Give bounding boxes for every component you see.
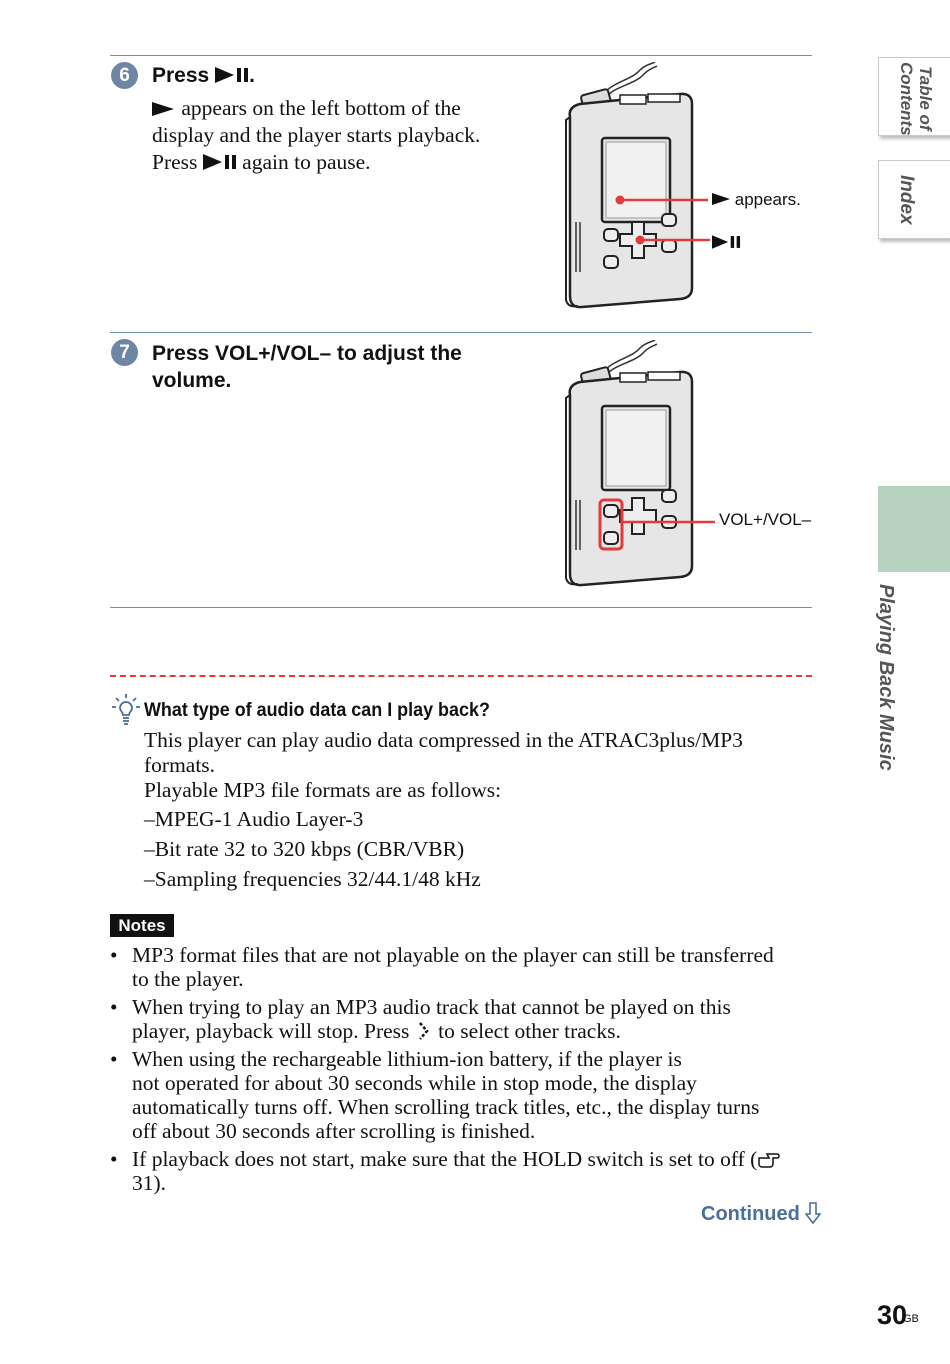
step-7-bottom-rule bbox=[110, 607, 812, 608]
section-title: Playing Back Music bbox=[875, 584, 897, 771]
play-indicator-icon bbox=[712, 193, 730, 205]
pointing-hand-icon bbox=[757, 1150, 781, 1168]
top-rule bbox=[110, 55, 812, 56]
chevron-right-icon bbox=[415, 1020, 433, 1042]
page-suffix: GB bbox=[903, 1313, 919, 1325]
tip-line-3: Playable MP3 file formats are as follows: bbox=[144, 778, 502, 802]
page-number: 30 bbox=[877, 1300, 908, 1330]
tip-line-5: –Bit rate 32 to 320 kbps (CBR/VBR) bbox=[144, 837, 465, 861]
player-illustration-volume bbox=[560, 340, 750, 590]
index-tab[interactable] bbox=[878, 160, 950, 239]
player-illustration-playback bbox=[560, 62, 750, 312]
section-tab bbox=[878, 486, 950, 572]
play-pause-icon bbox=[215, 67, 249, 83]
arrow-down-icon bbox=[805, 1202, 821, 1224]
step-7-number: 7 bbox=[111, 339, 138, 366]
tip-line-1: This player can play audio data compressed in the ATRAC3plus/MP3 bbox=[144, 728, 743, 752]
step-7-title-line-2: volume. bbox=[152, 369, 232, 392]
vol-label: VOL+/VOL– bbox=[719, 510, 812, 529]
step-6-line-3: Press again to pause. bbox=[152, 150, 371, 174]
step-6-title-text: Press bbox=[152, 64, 216, 87]
continued-link[interactable]: Continued bbox=[701, 1202, 821, 1226]
tip-title: What type of audio data can I play back? bbox=[144, 699, 490, 721]
tip-line-6: –Sampling frequencies 32/44.1/48 kHz bbox=[144, 867, 481, 891]
appears-label: appears. bbox=[712, 190, 801, 210]
toc-tab-label: Table of Contents bbox=[897, 62, 935, 136]
lightbulb-icon bbox=[110, 692, 142, 726]
notes-badge: Notes bbox=[110, 914, 174, 937]
tip-divider bbox=[110, 675, 812, 677]
step-6-line-1: appears on the left bottom of the bbox=[152, 95, 461, 122]
play-pause-icon bbox=[712, 235, 741, 249]
toc-tab[interactable] bbox=[878, 57, 950, 136]
step-7-title-line-1: Press VOL+/VOL– to adjust the bbox=[152, 342, 462, 365]
play-pause-label bbox=[712, 234, 746, 254]
step-6-line-2: display and the player starts playback. bbox=[152, 123, 481, 147]
play-indicator-icon bbox=[152, 102, 174, 116]
tip-line-2: formats. bbox=[144, 753, 216, 777]
step-6-number: 6 bbox=[111, 62, 138, 89]
play-pause-icon bbox=[203, 154, 237, 170]
tip-line-4: –MPEG-1 Audio Layer-3 bbox=[144, 807, 364, 831]
step-7-rule bbox=[110, 332, 812, 333]
step-6-title: Press . bbox=[152, 64, 255, 87]
index-tab-label: Index bbox=[896, 175, 917, 225]
